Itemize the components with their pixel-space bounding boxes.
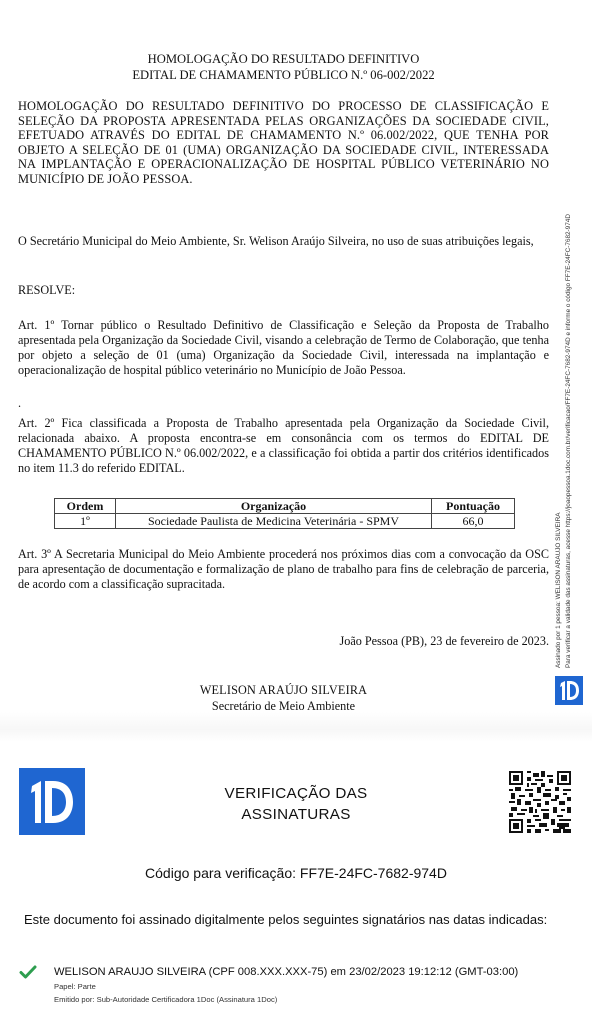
signer-role-label: Papel: Parte [54,982,96,991]
column-header-organizacao: Organização [116,499,432,514]
title-line-2: EDITAL DE CHAMAMENTO PÚBLICO N.º 06-002/2022 [132,68,435,82]
ementa-paragraph: HOMOLOGAÇÃO DO RESULTADO DEFINITIVO DO PROCESSO DE CLASSIFICAÇÃO E SELEÇÃO DA PROPOSTA APRESENTADA PELAS ORGANIZAÇÕES DA SOCIEDADE CIVIL, EFETUADO ATRAVÉS DO EDITAL DE CHAMAMENTO N.º 06.002/2022, QUE TENHA POR OBJETO A SELEÇÃO DE 01 (UMA) ORGANIZAÇÃO DA SOCIEDADE CIVIL, INTERESSADA NA IMPLANTAÇÃO E OPERACIONALIZAÇÃO DE HOSPITAL PÚBLICO VETERINÁRIO NO MUNICÍPIO DE JOÃO PESSOA. [18,99,549,186]
signer-entry: WELISON ARAUJO SILVEIRA (CPF 008.XXX.XXX-75) em 23/02/2023 19:12:12 (GMT-03:00) [54,966,519,978]
page-break-shadow [0,712,592,742]
signer-role: Secretário de Meio Ambiente [211,699,356,711]
verification-title-line-1: VERIFICAÇÃO DAS [224,785,368,802]
column-header-pontuacao: Pontuação [432,499,515,514]
signer-name: WELISON ARAÚJO SILVEIRA [199,683,368,697]
article-3: Art. 3º A Secretaria Municipal do Meio Ambiente procederá nos próximos dias com a convocação da OSC para apresentação de documentação e formalização de plano de trabalho para fins de celebração de parceria, de acordo com a classificação supracitada. [18,547,549,591]
article-2: Art. 2º Fica classificada a Proposta de Trabalho apresentada pela Organização da Sociedade Civil, relacionada abaixo. A proposta encontra-se em consonância com os termos do EDITAL DE CHAMAMENTO PÚBLICO N.º 06.002/2022, e a classificação foi obtida a partir dos critérios identificados no item 11.3 do referido EDITAL. [18,416,549,475]
table-row [55,514,515,529]
article-1: Art. 1º Tornar público o Resultado Definitivo de Classificação e Seleção da Proposta de Trabalho apresentada pela Organização da Sociedade Civil, visando a celebração de Termo de Colaboração, que tenha por objeto a seleção de 01 (uma) Organização da Sociedade Civil, interessada na implantação e operacionalização de hospital público veterinário no Município de João Pessoa. [18,318,549,377]
signed-by-side-text: Assinado por 1 pessoa: WELISON ARAUJO SILVEIRA [555,512,562,668]
1doc-logo-icon [555,676,583,705]
qr-code-icon[interactable] [509,771,571,833]
verification-code: Código para verificação: FF7E-24FC-7682-974D [145,865,447,881]
column-header-ordem: Ordem [55,499,116,514]
table-header-row [55,499,515,514]
intro-paragraph: O Secretário Municipal do Meio Ambiente, Sr. Welison Araújo Silveira, no uso de suas atribuições legais, [18,234,534,248]
resolve-heading: RESOLVE: [18,283,76,297]
place-date: João Pessoa (PB), 23 de fevereiro de 2023. [339,634,549,648]
cell-ordem: 1º [55,514,116,529]
cell-organizacao: Sociedade Paulista de Medicina Veterinária - SPMV [116,514,432,529]
document-title [18,51,549,83]
title-line-1: HOMOLOGAÇÃO DO RESULTADO DEFINITIVO [147,52,420,66]
signed-by-statement: Este documento foi assinado digitalmente pelos seguintes signatários nas datas indicadas: [24,912,548,927]
verification-side-text: Para verificar a validade das assinaturas, acesse https://joaopessoa.1doc.com.br/verificacao/FF7E-24FC-7682-974D e informe o código FF7E-24FC-7682-974D [565,214,572,668]
stray-dot: . [18,396,22,410]
classification-table [54,498,515,529]
signer-issuer: Emitido por: Sub-Autoridade Certificadora 1Doc (Assinatura 1Doc) [54,995,278,1004]
1doc-logo-icon [19,768,85,835]
cell-pontuacao: 66,0 [432,514,515,529]
verification-title-line-2: ASSINATURAS [241,806,351,823]
verification-title [196,783,396,825]
check-icon [19,964,37,980]
